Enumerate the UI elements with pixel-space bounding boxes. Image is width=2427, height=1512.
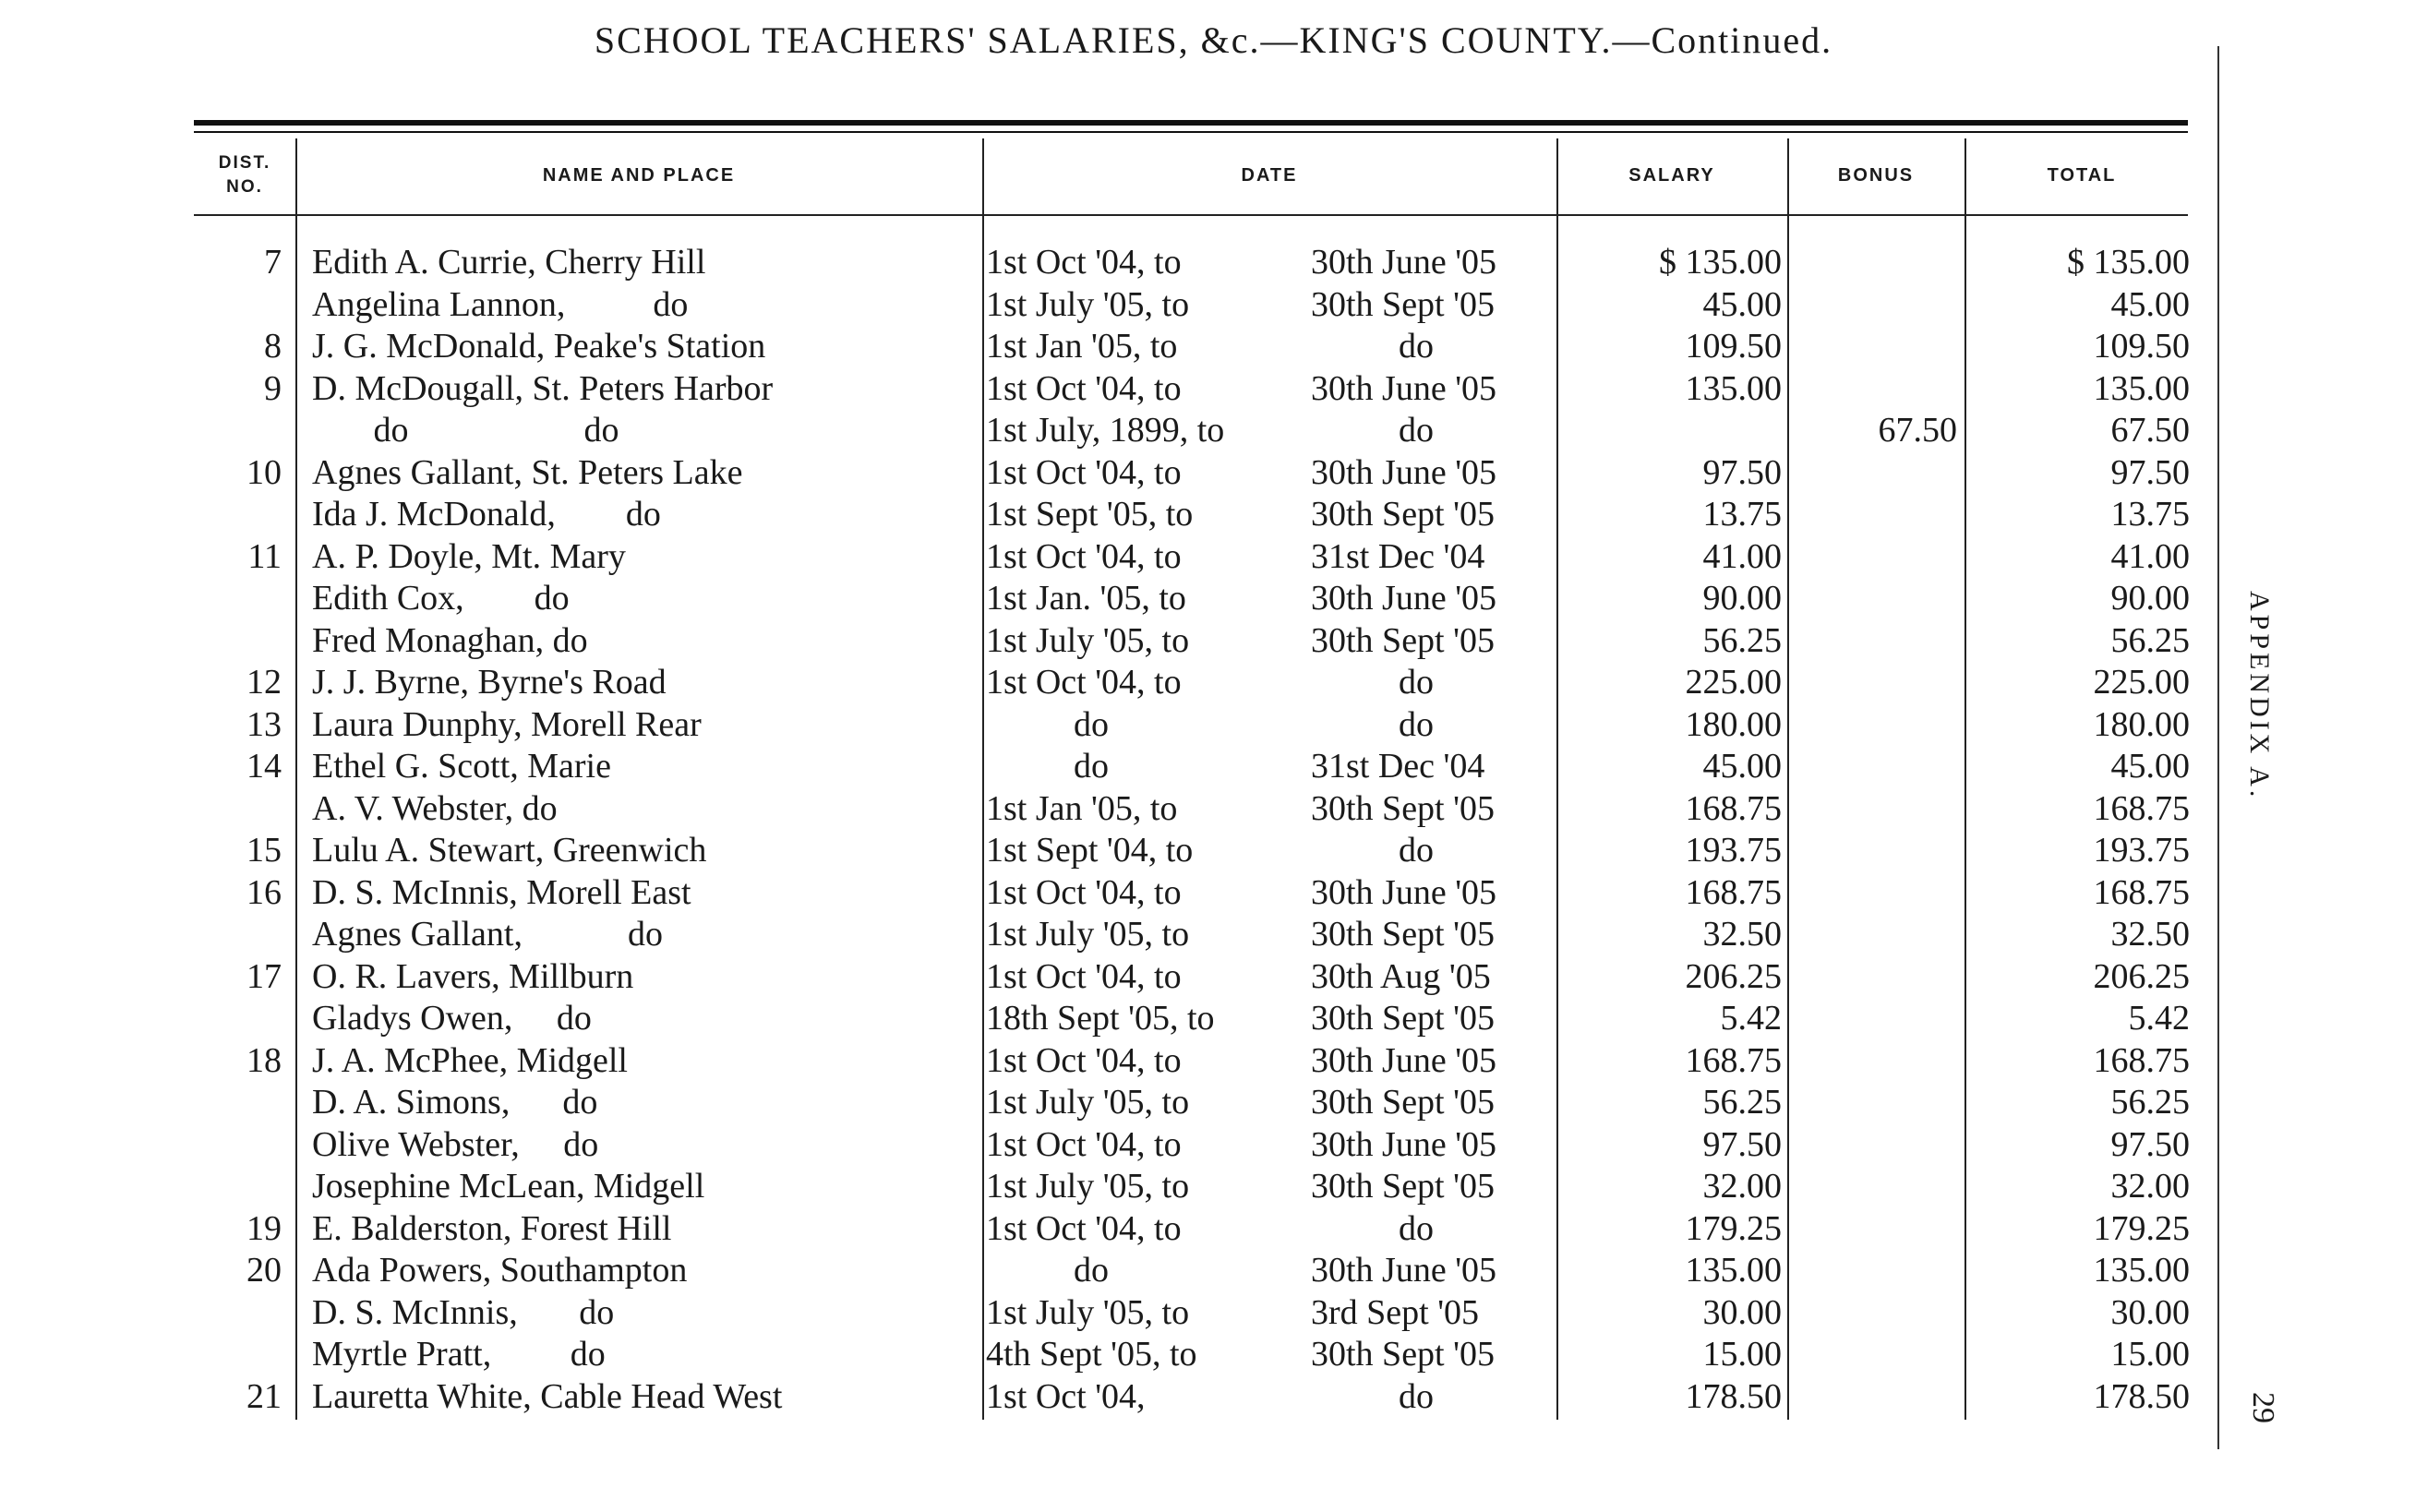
cell-to: 30th Sept '05	[1311, 284, 1495, 324]
cell-name: Agnes Gallant, St. Peters Lake	[312, 452, 743, 492]
header-dist-line1: DIST.	[218, 153, 271, 173]
cell-total: 45.00	[2110, 284, 2190, 324]
cell-to: 30th Sept '05	[1311, 495, 1495, 534]
header-name-place: NAME AND PLACE	[542, 164, 736, 186]
table-row	[0, 872, 2427, 915]
cell-to: 30th June '05	[1311, 1040, 1497, 1080]
cell-name: Fred Monaghan, do	[312, 620, 588, 660]
cell-name: Angelina Lannon, do	[312, 284, 689, 324]
cell-dist: 17	[246, 956, 282, 996]
cell-total: 32.00	[2110, 1167, 2190, 1206]
cell-name: J. G. McDonald, Peake's Station	[312, 327, 766, 366]
cell-total: 97.50	[2110, 452, 2190, 492]
page-title: SCHOOL TEACHERS' SALARIES, &c.—KING'S COUNTY.—Continued.	[594, 19, 1833, 61]
table-row	[0, 1166, 2427, 1208]
cell-from: 1st July '05, to	[986, 1292, 1190, 1332]
cell-dist: 19	[246, 1208, 282, 1248]
cell-name: O. R. Lavers, Millburn	[312, 956, 634, 996]
table-row	[0, 662, 2427, 704]
appendix-label: APPENDIX A.	[2244, 591, 2275, 801]
table-row	[0, 1208, 2427, 1251]
cell-to: do	[1311, 1376, 1434, 1416]
cell-total: 13.75	[2110, 495, 2190, 534]
cell-total: 180.00	[2093, 704, 2190, 744]
table-row	[0, 1124, 2427, 1167]
table-row	[0, 452, 2427, 495]
cell-from: do	[986, 704, 1109, 744]
cell-from: 1st Oct '04, to	[986, 536, 1182, 576]
cell-to: 30th June '05	[1311, 1251, 1497, 1290]
cell-from: do	[986, 747, 1109, 786]
cell-total: 32.50	[2110, 915, 2190, 954]
cell-dist: 12	[246, 663, 282, 702]
table-row	[0, 1040, 2427, 1083]
cell-total: 179.25	[2093, 1208, 2190, 1248]
cell-name: D. S. McInnis, Morell East	[312, 872, 691, 912]
cell-name: Ida J. McDonald, do	[312, 495, 661, 534]
cell-to: 30th Sept '05	[1311, 1083, 1495, 1122]
cell-to: 30th Aug '05	[1311, 956, 1491, 996]
cell-salary: 56.25	[1702, 1083, 1782, 1122]
cell-from: 1st Jan '05, to	[986, 327, 1178, 366]
cell-name: J. A. McPhee, Midgell	[312, 1040, 628, 1080]
table-row	[0, 1082, 2427, 1124]
cell-name: Gladys Owen, do	[312, 999, 592, 1038]
cell-salary: 15.00	[1702, 1335, 1782, 1374]
cell-name: D. A. Simons, do	[312, 1083, 598, 1122]
cell-salary: 225.00	[1685, 663, 1782, 702]
table-row	[0, 494, 2427, 536]
cell-salary: 97.50	[1702, 1124, 1782, 1164]
cell-salary: 5.42	[1720, 999, 1782, 1038]
cell-salary: 13.75	[1702, 495, 1782, 534]
cell-total: 90.00	[2110, 579, 2190, 618]
cell-total: 109.50	[2093, 327, 2190, 366]
header-bonus: BONUS	[1837, 164, 1915, 186]
cell-to: do	[1311, 411, 1434, 450]
header-bottom-rule	[194, 214, 2188, 216]
cell-total: 56.25	[2110, 620, 2190, 660]
cell-total: 15.00	[2110, 1335, 2190, 1374]
cell-dist: 9	[264, 368, 282, 408]
cell-name: D. S. McInnis, do	[312, 1292, 615, 1332]
cell-to: 30th Sept '05	[1311, 620, 1495, 660]
cell-salary: 179.25	[1685, 1208, 1782, 1248]
cell-total: 225.00	[2093, 663, 2190, 702]
cell-total: 135.00	[2093, 368, 2190, 408]
table-row	[0, 830, 2427, 872]
table-row	[0, 536, 2427, 579]
cell-to: do	[1311, 327, 1434, 366]
cell-salary: 206.25	[1685, 956, 1782, 996]
cell-from: 18th Sept '05, to	[986, 999, 1215, 1038]
cell-salary: 97.50	[1702, 452, 1782, 492]
table-row	[0, 746, 2427, 788]
cell-salary: 193.75	[1685, 831, 1782, 870]
cell-total: 178.50	[2093, 1376, 2190, 1416]
cell-total: 30.00	[2110, 1292, 2190, 1332]
cell-salary: 135.00	[1685, 1251, 1782, 1290]
cell-from: 1st Oct '04, to	[986, 1208, 1182, 1248]
header-total: TOTAL	[2047, 164, 2117, 186]
table-row	[0, 368, 2427, 411]
table-row	[0, 410, 2427, 452]
cell-salary: 109.50	[1685, 327, 1782, 366]
cell-salary: 180.00	[1685, 704, 1782, 744]
cell-name: A. P. Doyle, Mt. Mary	[312, 536, 626, 576]
cell-salary: 178.50	[1685, 1376, 1782, 1416]
cell-total: 135.00	[2093, 1251, 2190, 1290]
cell-from: 1st July '05, to	[986, 1083, 1190, 1122]
cell-to: 30th June '05	[1311, 368, 1497, 408]
cell-salary: 32.50	[1702, 915, 1782, 954]
cell-dist: 7	[264, 243, 282, 282]
cell-salary: 56.25	[1702, 620, 1782, 660]
cell-name: Laura Dunphy, Morell Rear	[312, 704, 702, 744]
cell-salary: 30.00	[1702, 1292, 1782, 1332]
cell-name: Lulu A. Stewart, Greenwich	[312, 831, 707, 870]
cell-from: 1st Oct '04, to	[986, 956, 1182, 996]
table-row	[0, 1292, 2427, 1335]
cell-from: 1st July '05, to	[986, 620, 1190, 660]
table-row	[0, 1250, 2427, 1292]
cell-from: 1st Oct '04, to	[986, 1040, 1182, 1080]
cell-to: 30th Sept '05	[1311, 999, 1495, 1038]
cell-from: 1st Oct '04, to	[986, 663, 1182, 702]
table-row	[0, 956, 2427, 999]
cell-from: 1st Oct '04, to	[986, 452, 1182, 492]
top-thin-rule	[194, 131, 2188, 133]
salary-table-body	[0, 242, 2427, 1418]
cell-dist: 8	[264, 327, 282, 366]
cell-name: Myrtle Pratt, do	[312, 1335, 606, 1374]
cell-from: 1st Sept '04, to	[986, 831, 1194, 870]
cell-total: $ 135.00	[2067, 243, 2190, 282]
cell-to: 30th Sept '05	[1311, 788, 1495, 828]
cell-name: E. Balderston, Forest Hill	[312, 1208, 672, 1248]
cell-to: 30th June '05	[1311, 872, 1497, 912]
cell-to: 30th June '05	[1311, 1124, 1497, 1164]
cell-total: 41.00	[2110, 536, 2190, 576]
cell-from: 1st Oct '04,	[986, 1376, 1146, 1416]
cell-dist: 13	[246, 704, 282, 744]
cell-name: Edith Cox, do	[312, 579, 570, 618]
cell-salary: 168.75	[1685, 872, 1782, 912]
cell-from: 1st Jan. '05, to	[986, 579, 1186, 618]
cell-dist: 14	[246, 747, 282, 786]
cell-name: Agnes Gallant, do	[312, 915, 663, 954]
table-row	[0, 620, 2427, 663]
table-row	[0, 578, 2427, 620]
cell-salary: 168.75	[1685, 1040, 1782, 1080]
cell-name: D. McDougall, St. Peters Harbor	[312, 368, 774, 408]
top-double-rule	[194, 120, 2188, 126]
cell-to: 3rd Sept '05	[1311, 1292, 1480, 1332]
cell-total: 206.25	[2093, 956, 2190, 996]
cell-to: 30th Sept '05	[1311, 915, 1495, 954]
cell-total: 97.50	[2110, 1124, 2190, 1164]
cell-to: do	[1311, 704, 1434, 744]
cell-salary: 45.00	[1702, 284, 1782, 324]
table-row	[0, 242, 2427, 284]
cell-from: 1st July, 1899, to	[986, 411, 1225, 450]
cell-dist: 11	[247, 536, 282, 576]
cell-name: J. J. Byrne, Byrne's Road	[312, 663, 667, 702]
cell-total: 45.00	[2110, 747, 2190, 786]
cell-dist: 21	[246, 1376, 282, 1416]
cell-from: 1st Sept '05, to	[986, 495, 1194, 534]
cell-from: 1st July '05, to	[986, 1167, 1190, 1206]
table-row	[0, 1376, 2427, 1419]
cell-name: Ada Powers, Southampton	[312, 1251, 688, 1290]
cell-total: 56.25	[2110, 1083, 2190, 1122]
cell-to: do	[1311, 663, 1434, 702]
table-row	[0, 704, 2427, 747]
header-date: DATE	[1241, 164, 1298, 186]
cell-name: Ethel G. Scott, Marie	[312, 747, 611, 786]
cell-salary: 90.00	[1702, 579, 1782, 618]
header-salary: SALARY	[1628, 164, 1715, 186]
cell-name: Josephine McLean, Midgell	[312, 1167, 705, 1206]
cell-bonus: 67.50	[1878, 411, 1957, 450]
cell-total: 168.75	[2093, 1040, 2190, 1080]
cell-to: 30th June '05	[1311, 243, 1497, 282]
margin-rule	[2217, 46, 2219, 1449]
table-row	[0, 998, 2427, 1040]
cell-total: 168.75	[2093, 788, 2190, 828]
cell-dist: 15	[246, 831, 282, 870]
cell-salary: 32.00	[1702, 1167, 1782, 1206]
cell-salary: 45.00	[1702, 747, 1782, 786]
cell-total: 168.75	[2093, 872, 2190, 912]
cell-to: 30th June '05	[1311, 452, 1497, 492]
cell-to: 30th Sept '05	[1311, 1335, 1495, 1374]
cell-from: 1st July '05, to	[986, 915, 1190, 954]
table-row	[0, 914, 2427, 956]
cell-to: do	[1311, 1208, 1434, 1248]
cell-to: 30th Sept '05	[1311, 1167, 1495, 1206]
cell-dist: 20	[246, 1251, 282, 1290]
cell-name: Lauretta White, Cable Head West	[312, 1376, 783, 1416]
cell-to: do	[1311, 831, 1434, 870]
cell-from: 1st Oct '04, to	[986, 368, 1182, 408]
cell-total: 67.50	[2110, 411, 2190, 450]
cell-dist: 18	[246, 1040, 282, 1080]
cell-total: 193.75	[2093, 831, 2190, 870]
cell-name: Olive Webster, do	[312, 1124, 599, 1164]
cell-dist: 10	[246, 452, 282, 492]
cell-from: 1st Oct '04, to	[986, 872, 1182, 912]
cell-salary: 41.00	[1702, 536, 1782, 576]
cell-from: 4th Sept '05, to	[986, 1335, 1197, 1374]
table-row	[0, 284, 2427, 327]
page-number: 29	[2246, 1392, 2280, 1423]
cell-salary: 168.75	[1685, 788, 1782, 828]
table-row	[0, 326, 2427, 368]
cell-to: 31st Dec '04	[1311, 747, 1485, 786]
cell-name: A. V. Webster, do	[312, 788, 558, 828]
cell-dist: 16	[246, 872, 282, 912]
cell-from: 1st Oct '04, to	[986, 243, 1182, 282]
cell-name: Edith A. Currie, Cherry Hill	[312, 243, 706, 282]
header-dist-no	[194, 138, 295, 212]
cell-to: 31st Dec '04	[1311, 536, 1485, 576]
cell-from: 1st July '05, to	[986, 284, 1190, 324]
cell-from: 1st Oct '04, to	[986, 1124, 1182, 1164]
table-row	[0, 1334, 2427, 1376]
cell-total: 5.42	[2128, 999, 2190, 1038]
cell-from: 1st Jan '05, to	[986, 788, 1178, 828]
cell-to: 30th June '05	[1311, 579, 1497, 618]
header-dist-line2: NO.	[226, 177, 263, 197]
cell-salary: 135.00	[1685, 368, 1782, 408]
table-row	[0, 788, 2427, 831]
cell-from: do	[986, 1251, 1109, 1290]
cell-salary: $ 135.00	[1659, 243, 1782, 282]
cell-name: do do	[312, 411, 619, 450]
